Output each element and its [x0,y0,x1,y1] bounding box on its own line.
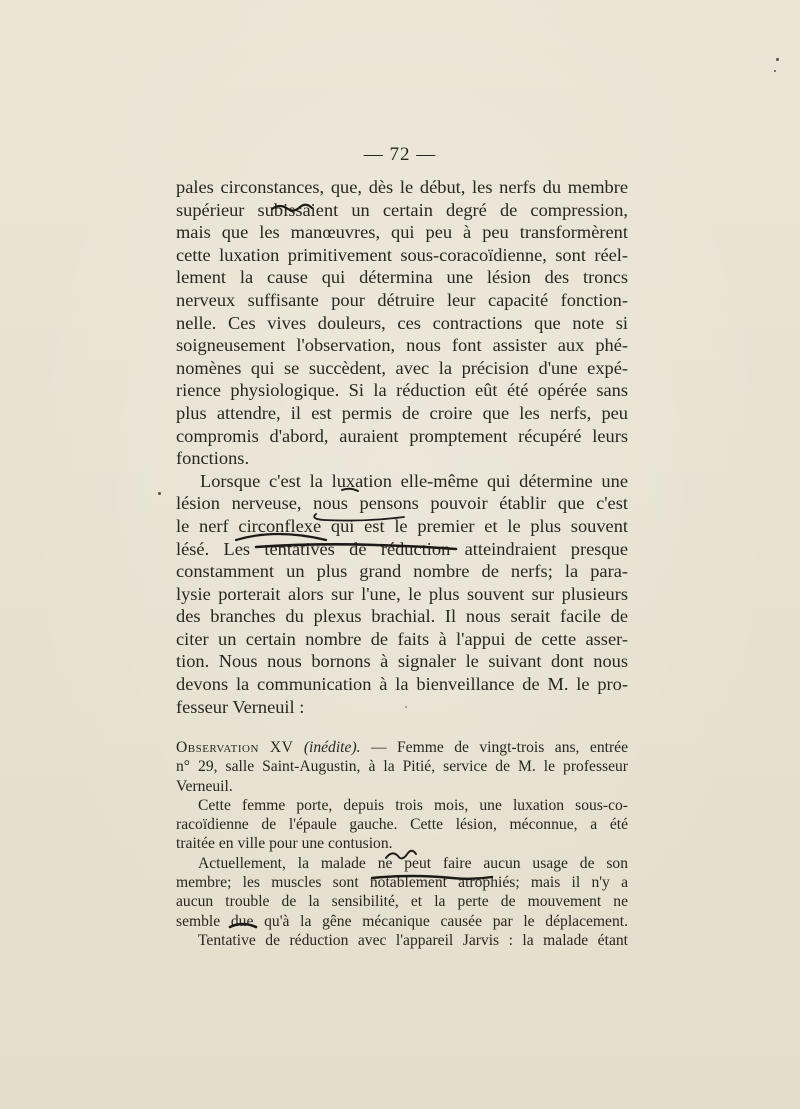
observation-qualifier: (inédite). [303,739,361,756]
observation-heading-line [176,738,628,757]
text-line: le nerf circonflexe qui est le premier et le plus souvent [176,515,628,536]
text-line: Cette femme porte, depuis trois mois, une luxation sous-co- [198,796,628,814]
text-line: Lorsque c'est la luxation elle-même qui détermine une [200,470,628,491]
text-line: lésé. Les tentatives de réduction atteindraient presque [176,538,628,559]
observation-heading-rest: — Femme de vingt-trois ans, entrée [360,739,628,756]
paper-speck [158,492,161,495]
text-line: nelle. Ces vives douleurs, ces contractions que note si [176,312,628,333]
paper-speck [774,70,776,72]
text-line: constamment un plus grand nombre de nerfs; la para- [176,561,628,582]
text-line: devons la communication à la bienveillance de M. le pro- [176,674,628,695]
page-number: — 72 — [363,144,437,165]
text-line: lésion nerveuse, nous pensons pouvoir établir que c'est [176,493,628,514]
text-line: membre; les muscles sont notablement atrophiés; mais il n'y a [176,874,628,892]
text-line: Actuellement, la malade ne peut faire aucun usage de son [198,854,628,872]
text-line: racoïdienne de l'épaule gauche. Cette lésion, méconnue, a été [176,816,628,834]
text-line: lysie porterait alors sur l'une, le plus souvent sur plusieurs [176,583,628,604]
text-line: fonctions. [176,448,250,469]
observation-block [176,738,628,950]
text-line: cette luxation primitivement sous-coracoïdienne, sont réel- [176,244,628,265]
text-line: lement la cause qui détermina une lésion des troncs [176,267,628,288]
text-line: rience physiologique. Si la réduction eût été opérée sans [176,380,628,401]
text-line: semble due qu'à la gêne mécanique causée par le déplacement. [176,912,628,930]
text-line: aucun trouble de la sensibilité, et la perte de mouvement ne [176,893,628,911]
text-line: mais que les manœuvres, qui peu à peu transformèrent [176,222,628,243]
main-text-block [176,176,628,718]
text-line: soigneusement l'observation, nous font assister aux phé- [176,335,628,356]
text-line: citer un certain nombre de faits à l'appui de cette asser- [176,628,628,649]
text-line: n° 29, salle Saint-Augustin, à la Pitié, service de M. le professeur [176,758,628,776]
text-line: tion. Nous nous bornons à signaler le suivant dont nous [176,651,628,672]
text-line: plus attendre, il est permis de croire que les nerfs, peu [176,402,628,423]
paper-speck [776,58,779,61]
text-line: traitée en ville pour une contusion. [176,835,393,853]
text-line: nomènes qui se succèdent, avec la précision d'une expé- [176,357,628,378]
text-line: compromis d'abord, auraient promptement récupéré leurs [176,425,628,446]
text-line: pales circonstances, que, dès le début, les nerfs du membre [176,177,628,197]
text-line: supérieur subissaient un certain degré de compression, [176,199,628,220]
observation-label: Observation XV [176,739,294,756]
text-line: nerveux suffisante pour détruire leur capacité fonction- [176,289,628,310]
text-line: fesseur Verneuil : [176,696,305,717]
text-line: des branches du plexus brachial. Il nous serait facile de [176,606,628,627]
text-line: Tentative de réduction avec l'appareil Jarvis : la malade étant [198,931,628,949]
text-line: Verneuil. [176,777,233,795]
